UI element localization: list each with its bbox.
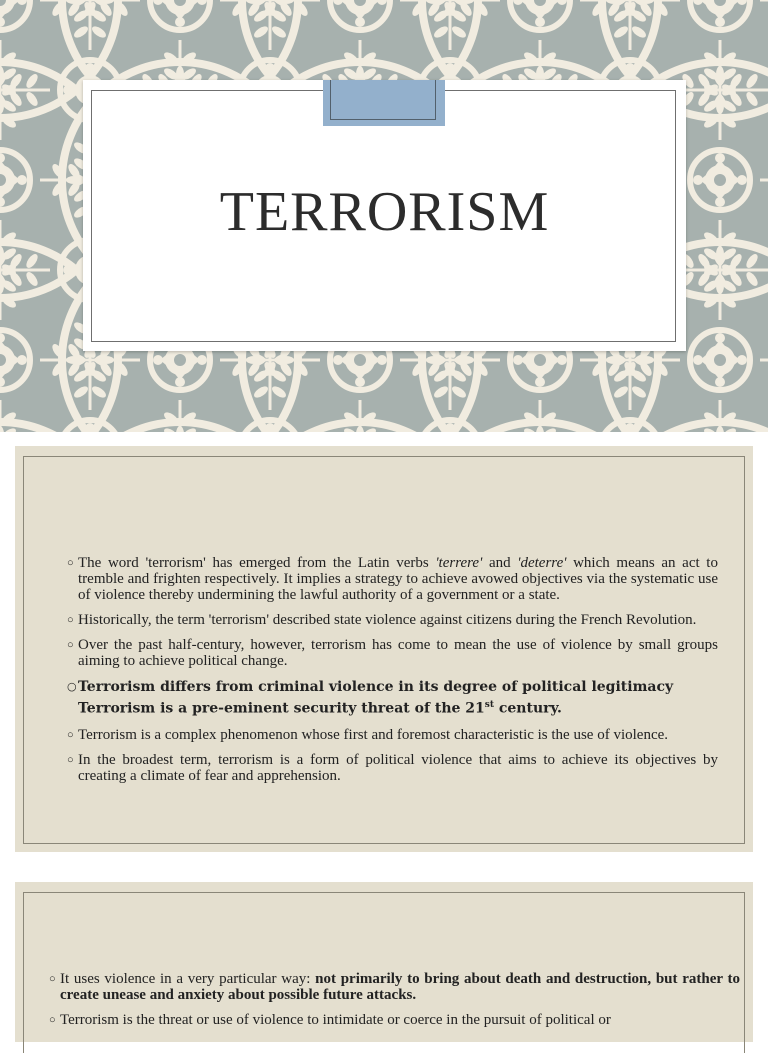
content-slide-characteristics bbox=[15, 882, 753, 1042]
bullet-circle-icon: ○ bbox=[67, 614, 74, 626]
bullet-circle-icon: ○ bbox=[67, 680, 77, 693]
slide-title: TERRORISM bbox=[219, 181, 550, 243]
bullet-circle-icon: ○ bbox=[67, 728, 74, 741]
title-card bbox=[83, 80, 686, 351]
slide-frame bbox=[23, 892, 745, 1053]
bullet-list bbox=[68, 555, 718, 793]
list-item: ○ Terrorism differs from criminal violence in its degree of political legitimacy Terrorism is a pre-eminent security threat of the 21st century. bbox=[67, 679, 674, 717]
title-slide bbox=[0, 0, 768, 432]
list-item: ○ Historically, the term 'terrorism' described state violence against citizens during the French Revolution. bbox=[67, 612, 697, 628]
slide-frame bbox=[23, 456, 745, 844]
bullet-circle-icon: ○ bbox=[49, 973, 56, 985]
list-item: ○ Terrorism is a complex phenomenon whose first and foremost characteristic is the use of violence. bbox=[67, 726, 669, 743]
title-accent-tab bbox=[323, 80, 445, 126]
content-slide-definition bbox=[15, 446, 753, 852]
list-item: ○ It uses violence in a very particular way: not primarily to bring about death and destruction, but rather to create unease and anxiety about possible future attacks. bbox=[49, 971, 740, 1003]
bullet-circle-icon: ○ bbox=[67, 557, 74, 569]
bullet-circle-icon: ○ bbox=[49, 1014, 56, 1026]
title-accent-tab-border bbox=[330, 80, 436, 120]
bullet-circle-icon: ○ bbox=[67, 639, 74, 651]
bullet-list bbox=[50, 971, 740, 1037]
list-item: ○ The word 'terrorism' has emerged from the Latin verbs 'terrere' and 'deterre' which means an act to tremble and frighten respectively. It implies a strategy to achieve avowed objectives via the systematic use of violence thereby undermining the lawful authority of a government or a state. bbox=[67, 555, 718, 603]
list-item: ○ Terrorism is the threat or use of violence to intimidate or coerce in the pursuit of political or bbox=[49, 1012, 611, 1028]
list-item: ○ Over the past half-century, however, terrorism has come to mean the use of violence by small groups aiming to achieve political change. bbox=[67, 637, 718, 669]
list-item: ○ In the broadest term, terrorism is a form of political violence that aims to achieve its objectives by creating a climate of fear and apprehension. bbox=[67, 751, 718, 784]
bullet-circle-icon: ○ bbox=[67, 753, 74, 766]
